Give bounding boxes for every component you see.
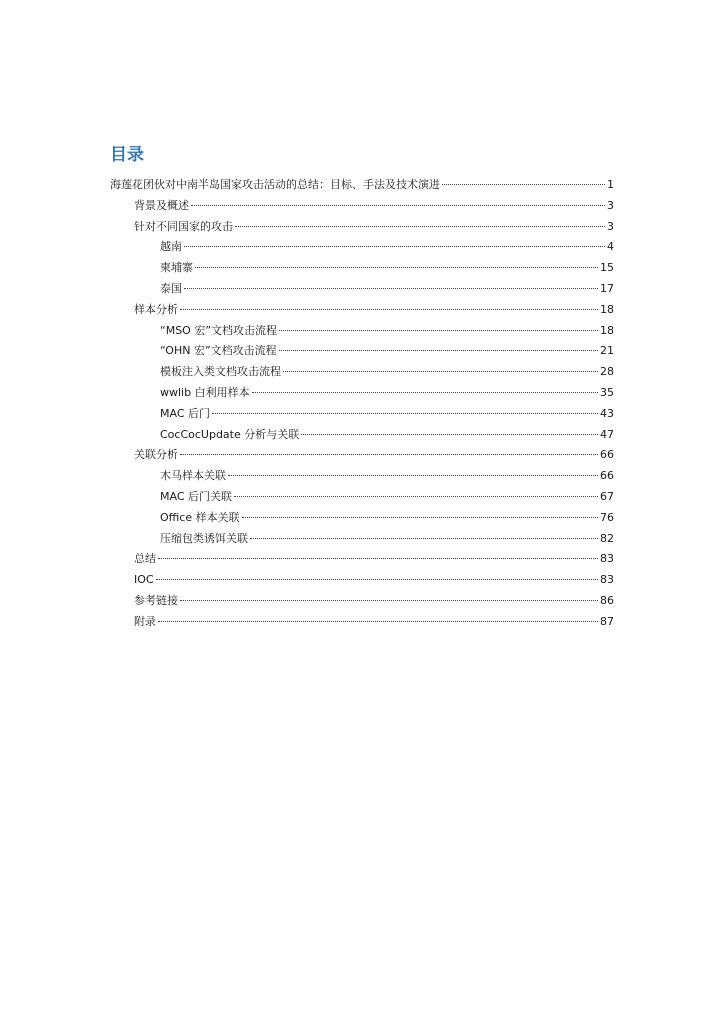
toc-dot-leader (252, 392, 598, 393)
toc-entry-page-number: 28 (600, 365, 614, 379)
toc-dot-leader (158, 621, 598, 622)
toc-entry-text: MAC 后门关联 (160, 489, 232, 503)
toc-entry-page-number: 83 (600, 552, 614, 566)
toc-dot-leader (156, 579, 598, 580)
toc-dot-leader (184, 288, 598, 289)
toc-entry-page-number: 18 (600, 302, 614, 316)
toc-entry-page-number: 3 (607, 198, 614, 212)
toc-entry-page-number: 4 (607, 240, 614, 254)
toc-entry[interactable] (110, 321, 614, 342)
toc-entry[interactable] (110, 383, 614, 404)
toc-entry[interactable] (110, 404, 614, 425)
toc-entry[interactable] (110, 612, 614, 633)
toc-entry-text: 背景及概述 (134, 198, 189, 212)
toc-dot-leader (242, 517, 598, 518)
toc-entry-page-number: 76 (600, 510, 614, 524)
table-of-contents (110, 175, 614, 633)
toc-entry-text: 模板注入类文档攻击流程 (160, 365, 281, 379)
toc-dot-leader (234, 496, 598, 497)
toc-entry-page-number: 66 (600, 448, 614, 462)
toc-entry-text: Office 样本关联 (160, 510, 240, 524)
toc-entry-page-number: 82 (600, 531, 614, 545)
toc-entry-text: 越南 (160, 240, 182, 254)
toc-dot-leader (301, 434, 598, 435)
toc-entry-text: 海莲花团伙对中南半岛国家攻击活动的总结：目标、手法及技术演进 (110, 178, 440, 191)
toc-entry[interactable] (110, 237, 614, 258)
toc-entry-text: CocCocUpdate 分析与关联 (160, 427, 300, 441)
toc-entry-page-number: 66 (600, 469, 614, 483)
toc-entry-text: 泰国 (160, 281, 182, 295)
toc-entry[interactable] (110, 362, 614, 383)
toc-entry[interactable] (110, 217, 614, 238)
toc-entry-page-number: 83 (600, 573, 614, 587)
toc-dot-leader (228, 475, 598, 476)
toc-dot-leader (250, 538, 598, 539)
toc-entry-page-number: 35 (600, 385, 614, 399)
toc-dot-leader (191, 205, 605, 206)
toc-entry-text: IOC (134, 573, 154, 587)
toc-dot-leader (442, 184, 605, 185)
toc-entry[interactable] (110, 196, 614, 217)
toc-entry[interactable] (110, 487, 614, 508)
toc-entry[interactable] (110, 175, 614, 196)
toc-dot-leader (195, 267, 598, 268)
toc-entry-page-number: 3 (607, 219, 614, 233)
toc-entry-text: 柬埔寨 (160, 261, 193, 275)
toc-entry-page-number: 21 (600, 344, 614, 358)
toc-entry[interactable] (110, 258, 614, 279)
toc-entry-page-number: 67 (600, 489, 614, 503)
toc-entry-page-number: 1 (607, 178, 614, 191)
toc-entry[interactable] (110, 466, 614, 487)
toc-entry-text: 关联分析 (134, 448, 178, 462)
toc-dot-leader (283, 371, 598, 372)
toc-entry[interactable] (110, 300, 614, 321)
toc-entry-text: 木马样本关联 (160, 469, 226, 483)
toc-entry[interactable] (110, 279, 614, 300)
toc-entry-text: 附录 (134, 614, 156, 628)
toc-entry[interactable] (110, 508, 614, 529)
toc-entry-page-number: 86 (600, 593, 614, 607)
toc-dot-leader (180, 454, 598, 455)
toc-entry-text: “OHN 宏”文档攻击流程 (160, 344, 277, 358)
toc-dot-leader (279, 350, 598, 351)
toc-entry[interactable] (110, 549, 614, 570)
toc-dot-leader (235, 226, 605, 227)
toc-title: 目录 (110, 145, 144, 165)
toc-entry-page-number: 18 (600, 323, 614, 337)
toc-entry-page-number: 87 (600, 614, 614, 628)
toc-entry[interactable] (110, 529, 614, 550)
toc-entry-page-number: 17 (600, 281, 614, 295)
toc-entry-page-number: 47 (600, 427, 614, 441)
toc-dot-leader (212, 413, 598, 414)
toc-entry-text: 总结 (134, 552, 156, 566)
toc-dot-leader (184, 246, 605, 247)
toc-entry-page-number: 15 (600, 261, 614, 275)
toc-entry[interactable] (110, 341, 614, 362)
toc-entry-text: wwlib 白利用样本 (160, 385, 250, 399)
toc-entry[interactable] (110, 570, 614, 591)
toc-entry-text: MAC 后门 (160, 406, 210, 420)
toc-entry[interactable] (110, 591, 614, 612)
toc-entry-text: 样本分析 (134, 302, 178, 316)
toc-entry[interactable] (110, 425, 614, 446)
toc-entry-page-number: 43 (600, 406, 614, 420)
toc-dot-leader (279, 330, 598, 331)
toc-dot-leader (180, 309, 598, 310)
toc-dot-leader (180, 600, 598, 601)
toc-entry-text: 压缩包类诱饵关联 (160, 531, 248, 545)
toc-entry-text: “MSO 宏”文档攻击流程 (160, 323, 278, 337)
toc-entry-text: 参考链接 (134, 593, 178, 607)
toc-entry-text: 针对不同国家的攻击 (134, 219, 233, 233)
toc-dot-leader (158, 558, 598, 559)
toc-entry[interactable] (110, 445, 614, 466)
